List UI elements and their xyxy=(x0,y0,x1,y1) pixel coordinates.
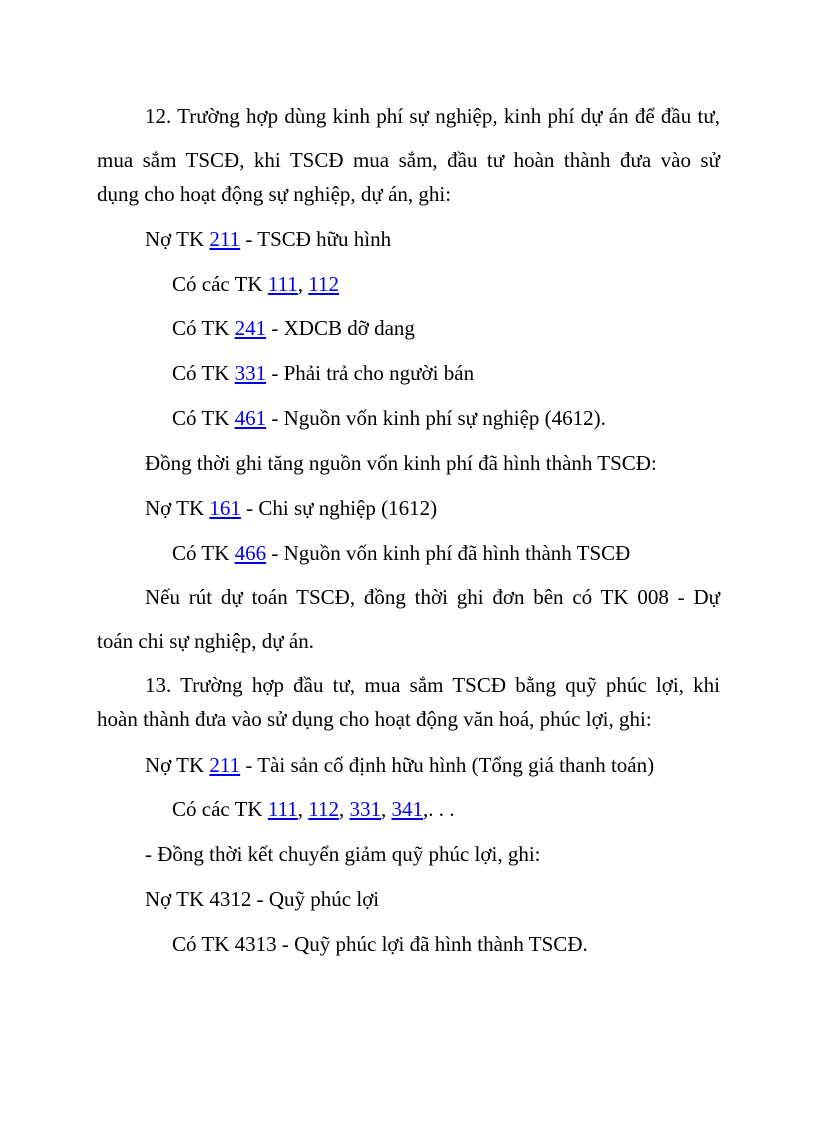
account-link-161[interactable]: 161 xyxy=(209,496,241,520)
entry-1-credit-b-suffix: - XDCB dỡ dang xyxy=(266,316,415,340)
paragraph-12-line-1: 12. Trường hợp dùng kinh phí sự nghiệp, kinh phí dự án để đầu tư, xyxy=(145,104,720,128)
entry-1-credit-c-prefix: Có TK xyxy=(172,361,235,385)
entry-1-credit-a-line xyxy=(172,270,339,298)
entry-1-credit-b-prefix: Có TK xyxy=(172,316,235,340)
account-link-331[interactable]: 331 xyxy=(234,361,267,385)
entry-2-debit-suffix: - Chi sự nghiệp (1612) xyxy=(240,496,438,520)
entry-2-credit-line xyxy=(172,539,630,567)
account-link-112[interactable]: 112 xyxy=(308,272,340,296)
entry-3-credit-sep-1: , xyxy=(297,797,309,821)
simultaneous-note-1: Đồng thời ghi tăng nguồn vốn kinh phí đã hình thành TSCĐ: xyxy=(145,451,657,475)
entry-3-credit-prefix: Có các TK xyxy=(172,797,268,821)
budget-note-line-1: Nếu rút dự toán TSCĐ, đồng thời ghi đơn bên có TK 008 - Dự xyxy=(145,585,720,609)
account-link-466[interactable]: 466 xyxy=(234,541,267,565)
entry-2-debit-line xyxy=(145,494,437,522)
entry-4-debit-line: Nợ TK 4312 - Quỹ phúc lợi xyxy=(145,887,380,911)
entry-3-credit-tail: ,. . . xyxy=(423,797,455,821)
entry-1-debit-prefix: Nợ TK xyxy=(145,227,210,251)
entry-1-debit-suffix: - TSCĐ hữu hình xyxy=(240,227,392,251)
paragraph-12-line-3: dụng cho hoạt động sự nghiệp, dự án, ghi: xyxy=(97,182,452,206)
entry-2-credit-suffix: - Nguồn vốn kinh phí đã hình thành TSCĐ xyxy=(266,541,631,565)
entry-2-credit-prefix: Có TK xyxy=(172,541,235,565)
budget-note-line-2: toán chi sự nghiệp, dự án. xyxy=(97,629,314,653)
entry-3-debit-line xyxy=(145,751,654,779)
account-link-211-b[interactable]: 211 xyxy=(209,753,241,777)
account-link-341[interactable]: 341 xyxy=(391,797,424,821)
entry-1-credit-c-suffix: - Phải trả cho người bán xyxy=(266,361,475,385)
entry-4-credit-line: Có TK 4313 - Quỹ phúc lợi đã hình thành TSCĐ. xyxy=(172,932,588,956)
account-link-211[interactable]: 211 xyxy=(209,227,241,251)
entry-2-debit-prefix: Nợ TK xyxy=(145,496,210,520)
account-link-331-b[interactable]: 331 xyxy=(349,797,382,821)
paragraph-12-line-2: mua sắm TSCĐ, khi TSCĐ mua sắm, đầu tư hoàn thành đưa vào sử xyxy=(97,148,720,172)
entry-1-credit-a-prefix: Có các TK xyxy=(172,272,268,296)
entry-3-debit-prefix: Nợ TK xyxy=(145,753,210,777)
entry-3-credit-sep-3: , xyxy=(381,797,392,821)
account-link-112-b[interactable]: 112 xyxy=(308,797,340,821)
entry-1-debit-line xyxy=(145,225,391,253)
entry-1-credit-d-suffix: - Nguồn vốn kinh phí sự nghiệp (4612). xyxy=(266,406,606,430)
paragraph-13-line-2: hoàn thành đưa vào sử dụng cho hoạt động văn hoá, phúc lợi, ghi: xyxy=(97,707,652,731)
entry-1-credit-b-line xyxy=(172,314,415,342)
entry-1-credit-d-prefix: Có TK xyxy=(172,406,235,430)
simultaneous-note-2: - Đồng thời kết chuyển giảm quỹ phúc lợi, ghi: xyxy=(145,842,541,866)
account-link-111[interactable]: 111 xyxy=(267,272,298,296)
paragraph-13-line-1: 13. Trường hợp đầu tư, mua sắm TSCĐ bằng quỹ phúc lợi, khi xyxy=(145,673,720,697)
account-link-111-b[interactable]: 111 xyxy=(267,797,298,821)
account-link-461[interactable]: 461 xyxy=(234,406,267,430)
entry-1-credit-c-line xyxy=(172,359,474,387)
entry-1-credit-a-sep: , xyxy=(297,272,309,296)
entry-1-credit-d-line xyxy=(172,404,606,432)
entry-3-debit-suffix: - Tài sản cố định hữu hình (Tổng giá thanh toán) xyxy=(240,753,655,777)
entry-3-credit-line xyxy=(172,795,455,823)
account-link-241[interactable]: 241 xyxy=(234,316,267,340)
entry-3-credit-sep-2: , xyxy=(339,797,350,821)
